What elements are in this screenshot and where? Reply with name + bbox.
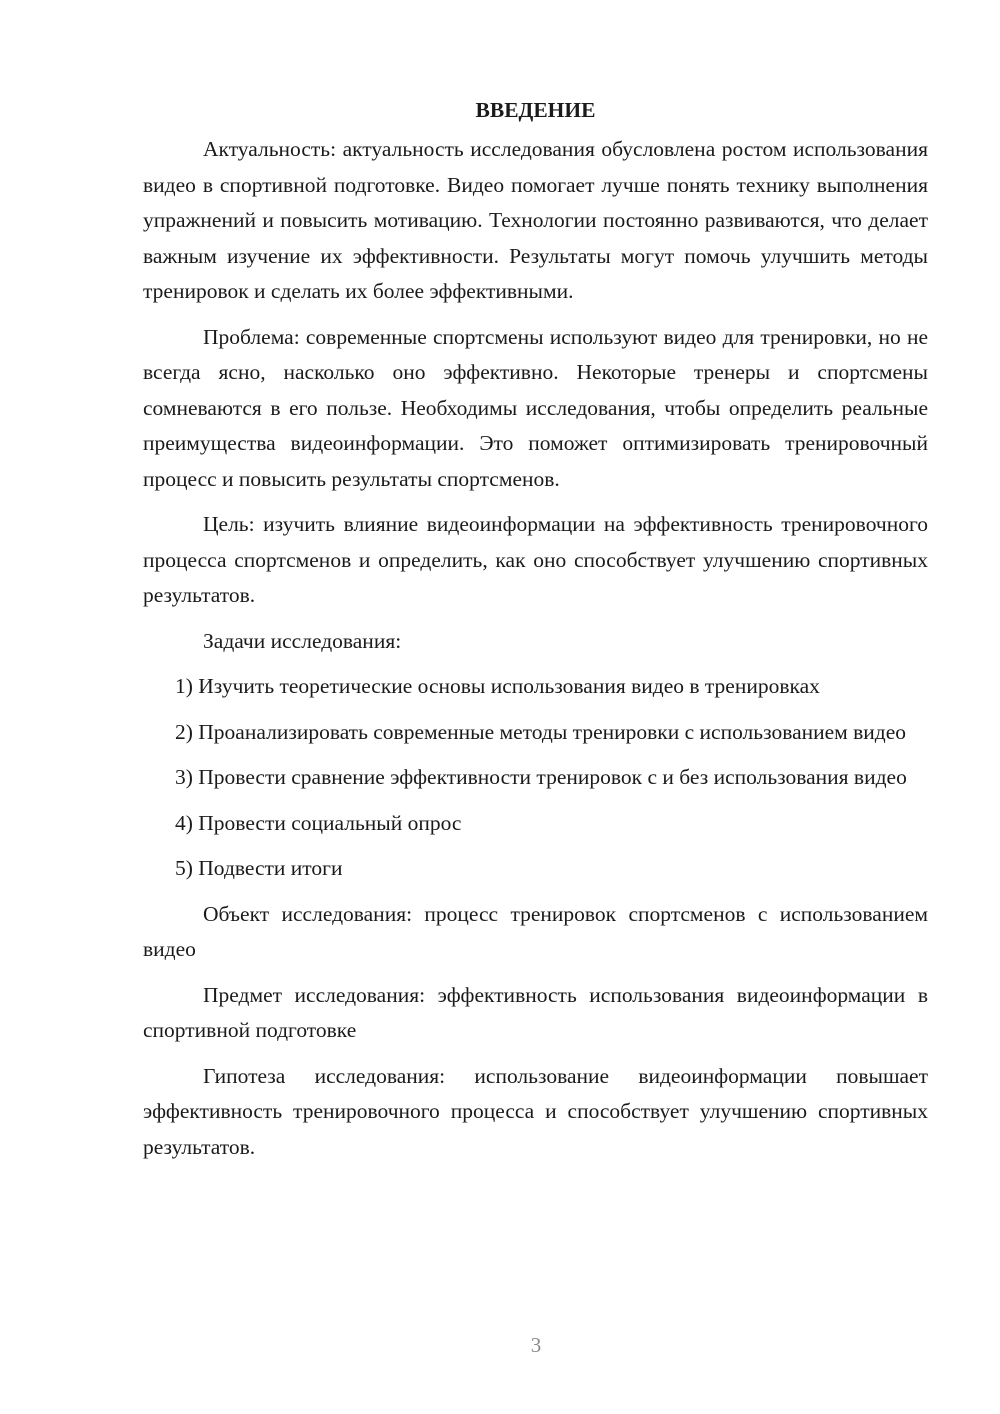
paragraph-tasks-heading: Задачи исследования: [203,628,402,653]
page-title: ВВЕДЕНИЕ [475,98,596,122]
task-item: 2) Проанализировать современные методы тренировки с использованием видео [175,719,907,744]
page-number: 3 [530,1333,542,1357]
paragraph-relevance: Актуальность: актуальность исследования обусловлена ростом использования видео в спортивной подготовке. Видео помогает лучше понять технику выполнения упражнений и повысить мотивацию. Технологии постоянно развиваются, что делает важным изучение их эффективности. Результаты могут помочь улучшить методы тренировок и сделать их более эффективными. [143,137,928,303]
task-item: 4) Провести социальный опрос [175,810,462,835]
document-body [143,92,928,1175]
paragraph-subject: Предмет исследования: эффективность использования видеоинформации в спортивной подготовке [143,982,928,1042]
paragraph-hypothesis: Гипотеза исследования: использование видеоинформации повышает эффективность тренировочного процесса и способствует улучшению спортивных результатов. [143,1063,928,1159]
task-item: 1) Изучить теоретические основы использования видео в тренировках [175,674,820,698]
paragraph-goal: Цель: изучить влияние видеоинформации на эффективность тренировочного процесса спортсменов и определить, как оно способствует улучшению спортивных результатов. [143,512,928,607]
task-item: 3) Провести сравнение эффективности тренировок с и без использования видео [175,765,907,789]
paragraph-problem: Проблема: современные спортсмены используют видео для тренировки, но не всегда ясно, насколько оно эффективно. Некоторые тренеры и спортсмены сомневаются в его пользе. Необходимы исследования, чтобы определить реальные преимущества видеоинформации. Это поможет оптимизировать тренировочный процесс и повысить результаты спортсменов. [143,324,928,491]
task-item: 5) Подвести итоги [175,856,343,880]
paragraph-object: Объект исследования: процесс тренировок спортсменов с использованием видео [143,901,928,961]
